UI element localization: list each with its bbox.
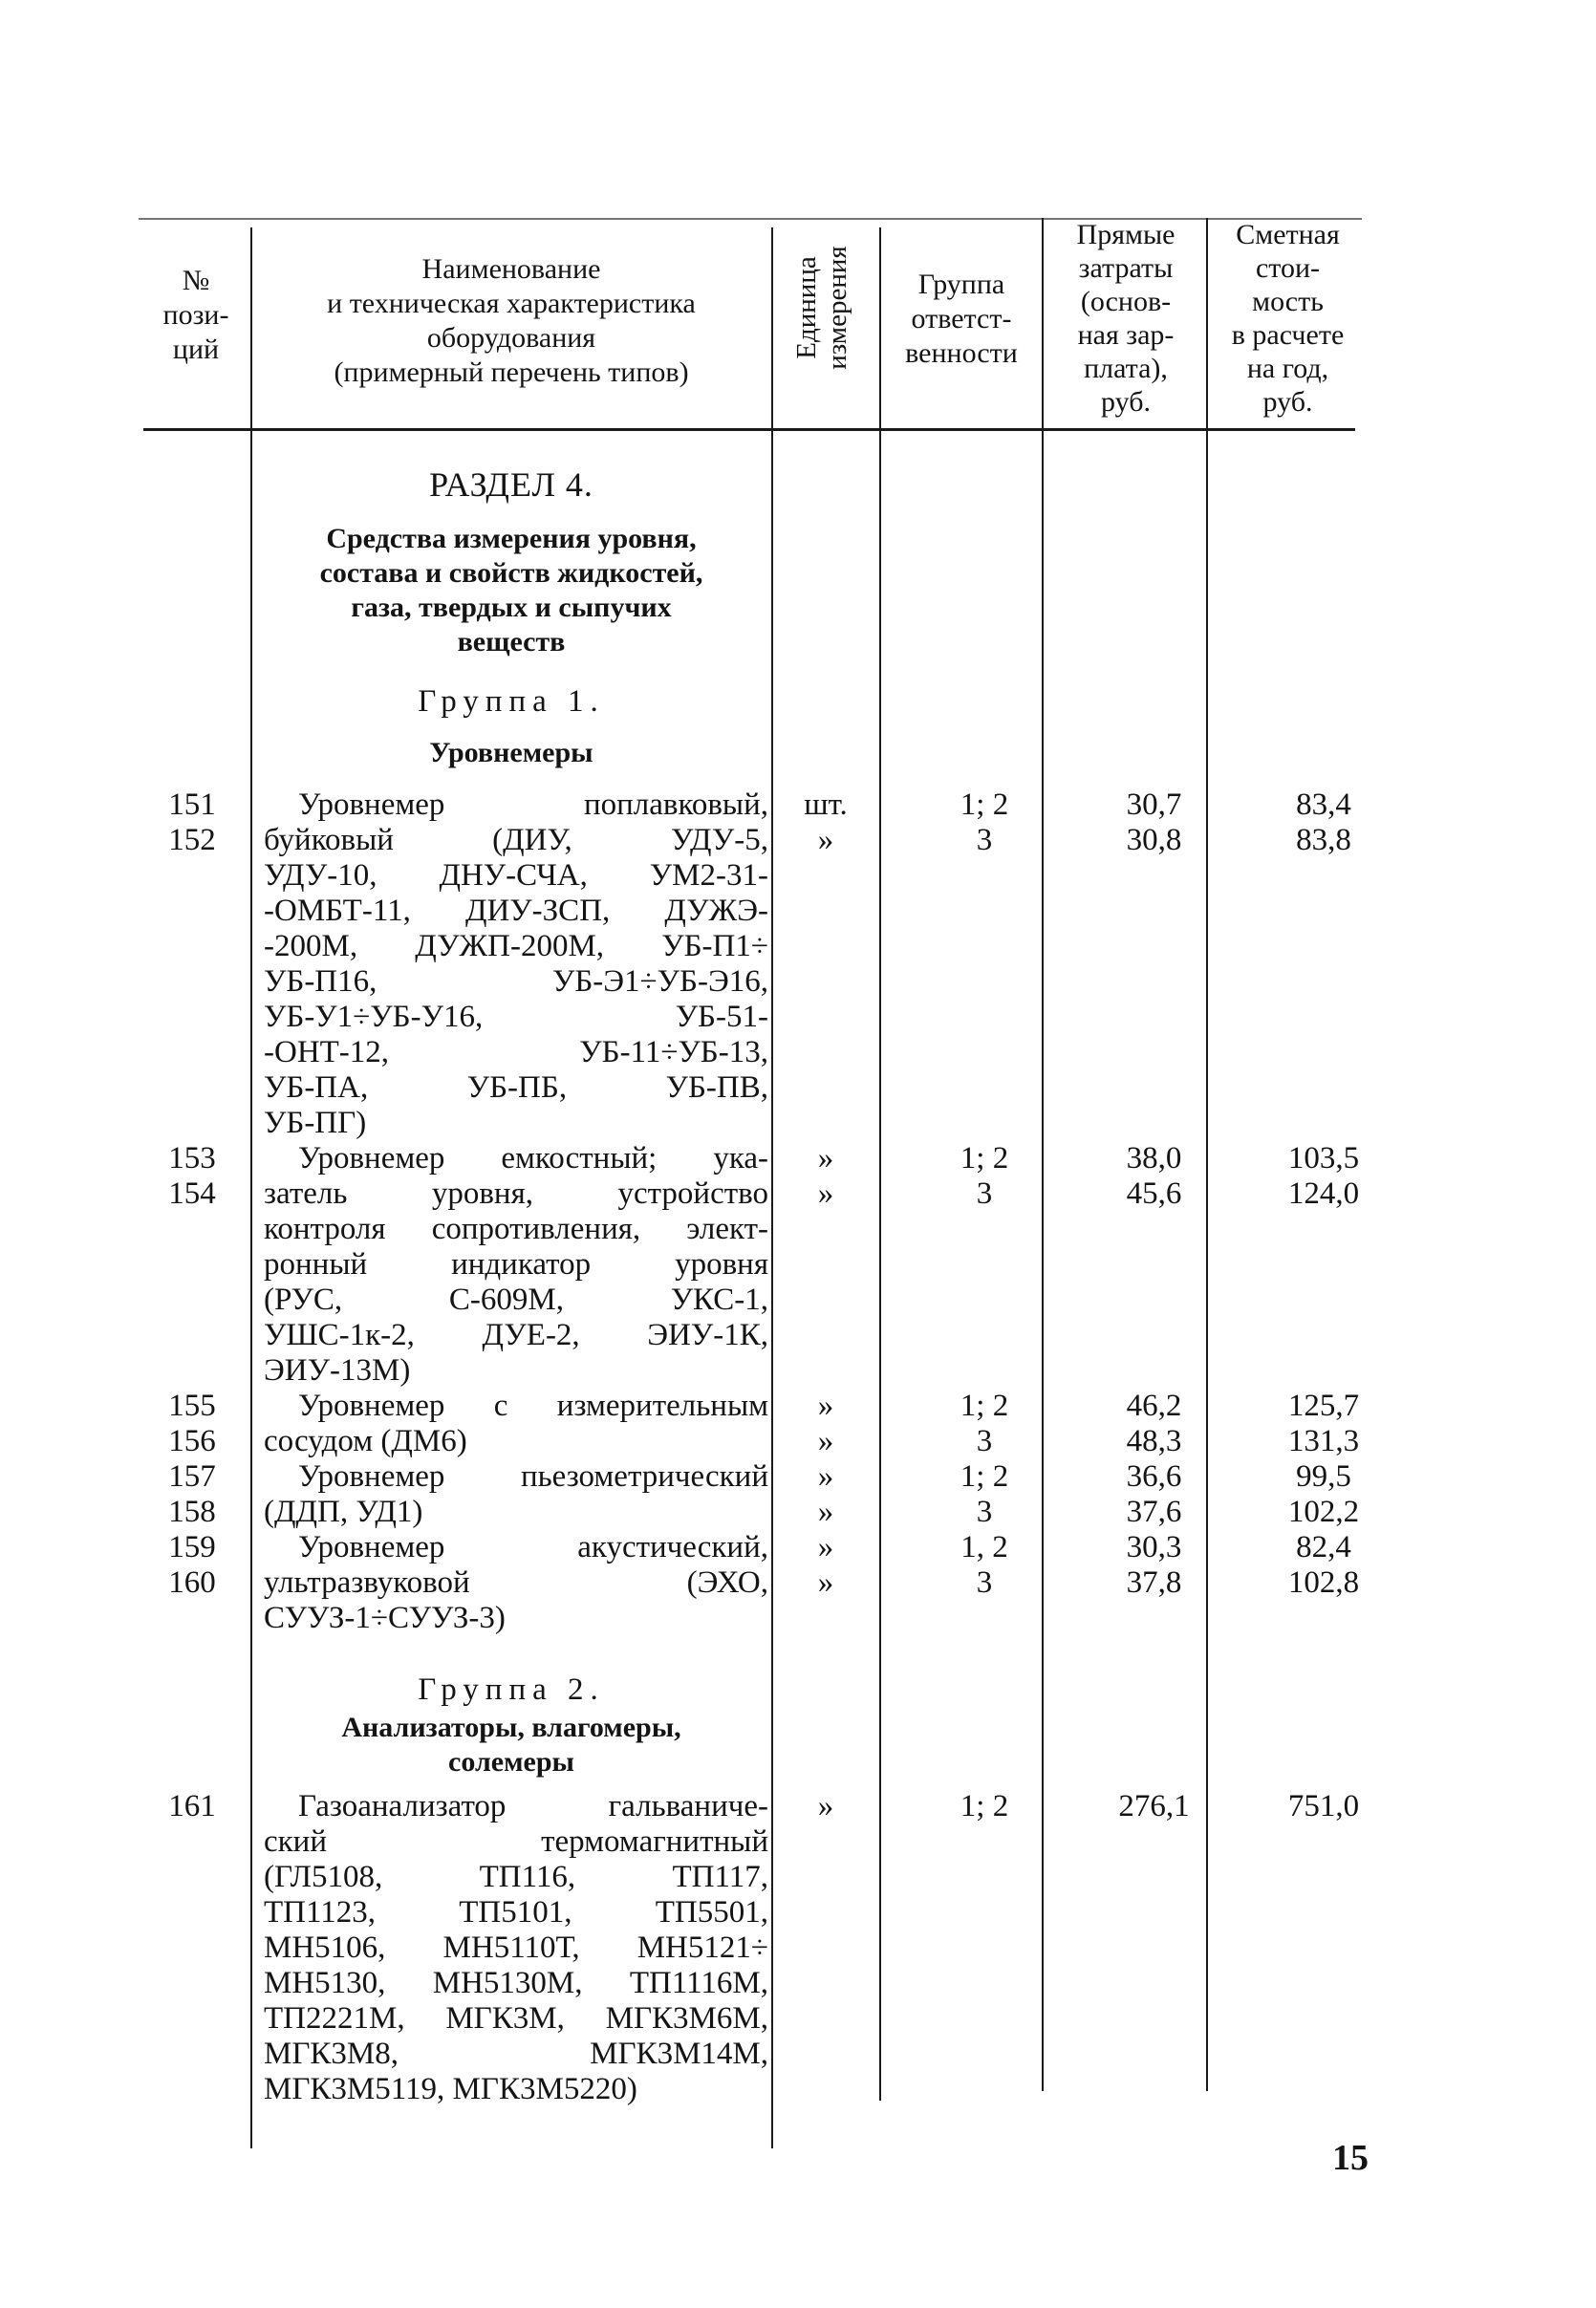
estimate-value: 751,0 (1287, 1789, 1360, 1823)
desc-line: ский термомагнитный (264, 1824, 768, 1859)
unit-value: » (817, 1495, 834, 1529)
unit-value: шт. (804, 787, 848, 822)
desc-line: МН5106, МН5110Т, МН5121÷ (264, 1931, 768, 1965)
group-value: 3 (976, 1495, 993, 1529)
desc-line: Уровнемер акустический, (298, 1530, 768, 1564)
header-estimate: Сметная стои- мость в расчете на год, руб. (1231, 219, 1345, 418)
cost-value: 30,7 (1126, 787, 1182, 822)
cost-value: 30,3 (1126, 1530, 1182, 1564)
position-number: 161 (168, 1789, 216, 1823)
cost-value: 48,3 (1126, 1424, 1182, 1458)
group1-title: Группа 1. (418, 684, 605, 719)
group-value: 1; 2 (960, 1389, 1009, 1423)
group2-name-line: Анализаторы, влагомеры, (341, 1712, 681, 1743)
section-subtitle-line: Средства измерения уровня, (326, 523, 697, 554)
group2-name-line: солемеры (448, 1746, 574, 1778)
cost-value: 276,1 (1118, 1789, 1190, 1823)
cost-value: 36,6 (1126, 1459, 1182, 1494)
desc-line: УБ-У1÷УБ-У16, УБ-51- (264, 1000, 768, 1034)
desc-line: ронный индикатор уровня (264, 1247, 768, 1282)
cost-value: 45,6 (1126, 1176, 1182, 1211)
position-number: 155 (168, 1389, 216, 1423)
unit-value: » (817, 1424, 834, 1458)
estimate-value: 102,8 (1287, 1565, 1360, 1600)
cost-value: 37,8 (1126, 1565, 1182, 1600)
desc-line: контроля сопротивления, элект- (264, 1212, 768, 1246)
desc-line: -ОНТ-12, УБ-11÷УБ-13, (264, 1035, 768, 1069)
item-description (264, 1459, 768, 1530)
position-number: 154 (168, 1176, 216, 1211)
group-value: 1; 2 (960, 787, 1009, 822)
desc-line: (РУС, С-609М, УКС-1, (264, 1283, 768, 1317)
group-value: 1; 2 (960, 1789, 1009, 1823)
position-number: 160 (168, 1565, 216, 1600)
position-number: 158 (168, 1495, 216, 1529)
desc-line: Уровнемер с измерительным (298, 1389, 768, 1423)
group-value: 3 (976, 823, 993, 857)
item-description (264, 787, 768, 1141)
group-value: 3 (976, 1565, 993, 1600)
desc-line: Газоанализатор гальваниче- (298, 1789, 768, 1823)
divider-unit-group (879, 227, 881, 2101)
unit-value: » (817, 1176, 834, 1211)
header-bottom-rule (143, 428, 1355, 431)
desc-line: УШС-1к-2, ДУЕ-2, ЭИУ-1К, (264, 1318, 768, 1352)
header-name: Наименование и техническая характеристика оборудования (примерный перечень типов) (327, 253, 696, 388)
desc-line: Уровнемер пьезометрический (298, 1459, 768, 1494)
estimate-value: 125,7 (1287, 1389, 1360, 1423)
position-number: 151 (168, 787, 216, 822)
item-description (264, 1389, 768, 1459)
item-description (264, 1789, 768, 2107)
section-subtitle-line: газа, твердых и сыпучих (351, 592, 672, 623)
estimate-value: 131,3 (1287, 1424, 1360, 1458)
desc-line: ультразвуковой (ЭХО, (264, 1565, 768, 1600)
section-subtitle-line: состава и свойств жидкостей, (319, 557, 703, 589)
position-number: 156 (168, 1424, 216, 1458)
position-number: 157 (168, 1459, 216, 1494)
estimate-value: 82,4 (1296, 1530, 1351, 1564)
item-description (264, 1530, 768, 1636)
desc-line: буйковый (ДИУ, УДУ-5, (264, 823, 768, 857)
desc-line: Уровнемер поплавковый, (298, 787, 768, 822)
estimate-value: 102,2 (1287, 1495, 1360, 1529)
estimate-value: 83,4 (1296, 787, 1351, 822)
desc-line: ЭИУ-13М) (264, 1353, 411, 1388)
desc-line: затель уровня, устройство (264, 1176, 768, 1211)
unit-value: » (817, 1530, 834, 1564)
group-value: 3 (976, 1424, 993, 1458)
item-description (264, 1141, 768, 1389)
desc-line: МГК3М8, МГК3М14М, (264, 2037, 768, 2071)
cost-value: 38,0 (1126, 1141, 1182, 1176)
header-unit (791, 222, 853, 394)
unit-value: » (817, 1565, 834, 1600)
desc-line: УБ-П16, УБ-Э1÷УБ-Э16, (264, 964, 768, 999)
desc-line: УБ-ПА, УБ-ПБ, УБ-ПВ, (264, 1070, 768, 1105)
desc-line: СУУЗ-1÷СУУЗ-3) (264, 1601, 506, 1635)
desc-line: (ГЛ5108, ТП116, ТП117, (264, 1860, 768, 1894)
cost-value: 30,8 (1126, 823, 1182, 857)
desc-line: ТП2221М, МГК3М, МГК3М6М, (264, 2001, 768, 2036)
header-position: № пози- ций (162, 265, 229, 365)
desc-line: сосудом (ДМ6) (264, 1424, 467, 1458)
group-value: 1, 2 (960, 1530, 1008, 1564)
desc-line: -200М, ДУЖП-200М, УБ-П1÷ (264, 929, 768, 963)
desc-line: УБ-ПГ) (264, 1106, 367, 1140)
estimate-value: 124,0 (1287, 1176, 1360, 1211)
position-number: 159 (168, 1530, 216, 1564)
desc-line: -ОМБТ-11, ДИУ-ЗСП, ДУЖЭ- (264, 894, 768, 928)
header-group: Группа ответст- венности (905, 269, 1018, 369)
group-value: 1; 2 (960, 1459, 1009, 1494)
group2-title: Группа 2. (418, 1672, 605, 1707)
unit-value: » (817, 1459, 834, 1494)
header-unit-label: Единица измерения (791, 246, 853, 370)
desc-line: УДУ-10, ДНУ-СЧА, УМ2-31- (264, 858, 768, 893)
position-number: 152 (168, 823, 216, 857)
estimate-value: 103,5 (1287, 1141, 1360, 1176)
divider-pos-name (250, 227, 252, 2148)
desc-line: МГК3М5119, МГК3М5220) (264, 2072, 637, 2106)
unit-value: » (817, 1789, 834, 1823)
desc-line: (ДДП, УД1) (264, 1495, 423, 1529)
section-title: РАЗДЕЛ 4. (429, 465, 593, 504)
unit-value: » (817, 1389, 834, 1423)
group-value: 1; 2 (960, 1141, 1009, 1176)
desc-line: ТП1123, ТП5101, ТП5501, (264, 1895, 768, 1930)
section-subtitle (253, 522, 769, 659)
cost-value: 46,2 (1126, 1389, 1182, 1423)
header-cost: Прямые затраты (основ- ная зар- плата), руб. (1076, 219, 1175, 418)
cost-value: 37,6 (1126, 1495, 1182, 1529)
group1-name: Уровнемеры (429, 737, 593, 768)
page-number: 15 (1332, 2138, 1369, 2178)
group-value: 3 (976, 1176, 993, 1211)
divider-name-unit (771, 227, 773, 2148)
group2-name (253, 1711, 769, 1780)
estimate-value: 83,8 (1296, 823, 1351, 857)
position-number: 153 (168, 1141, 216, 1176)
unit-value: » (817, 823, 834, 857)
desc-line: Уровнемер емкостный; ука- (298, 1141, 768, 1176)
unit-value: » (817, 1141, 834, 1176)
estimate-value: 99,5 (1296, 1459, 1351, 1494)
desc-line: МН5130, МН5130М, ТП1116М, (264, 1966, 768, 2000)
section-subtitle-line: веществ (457, 626, 566, 658)
